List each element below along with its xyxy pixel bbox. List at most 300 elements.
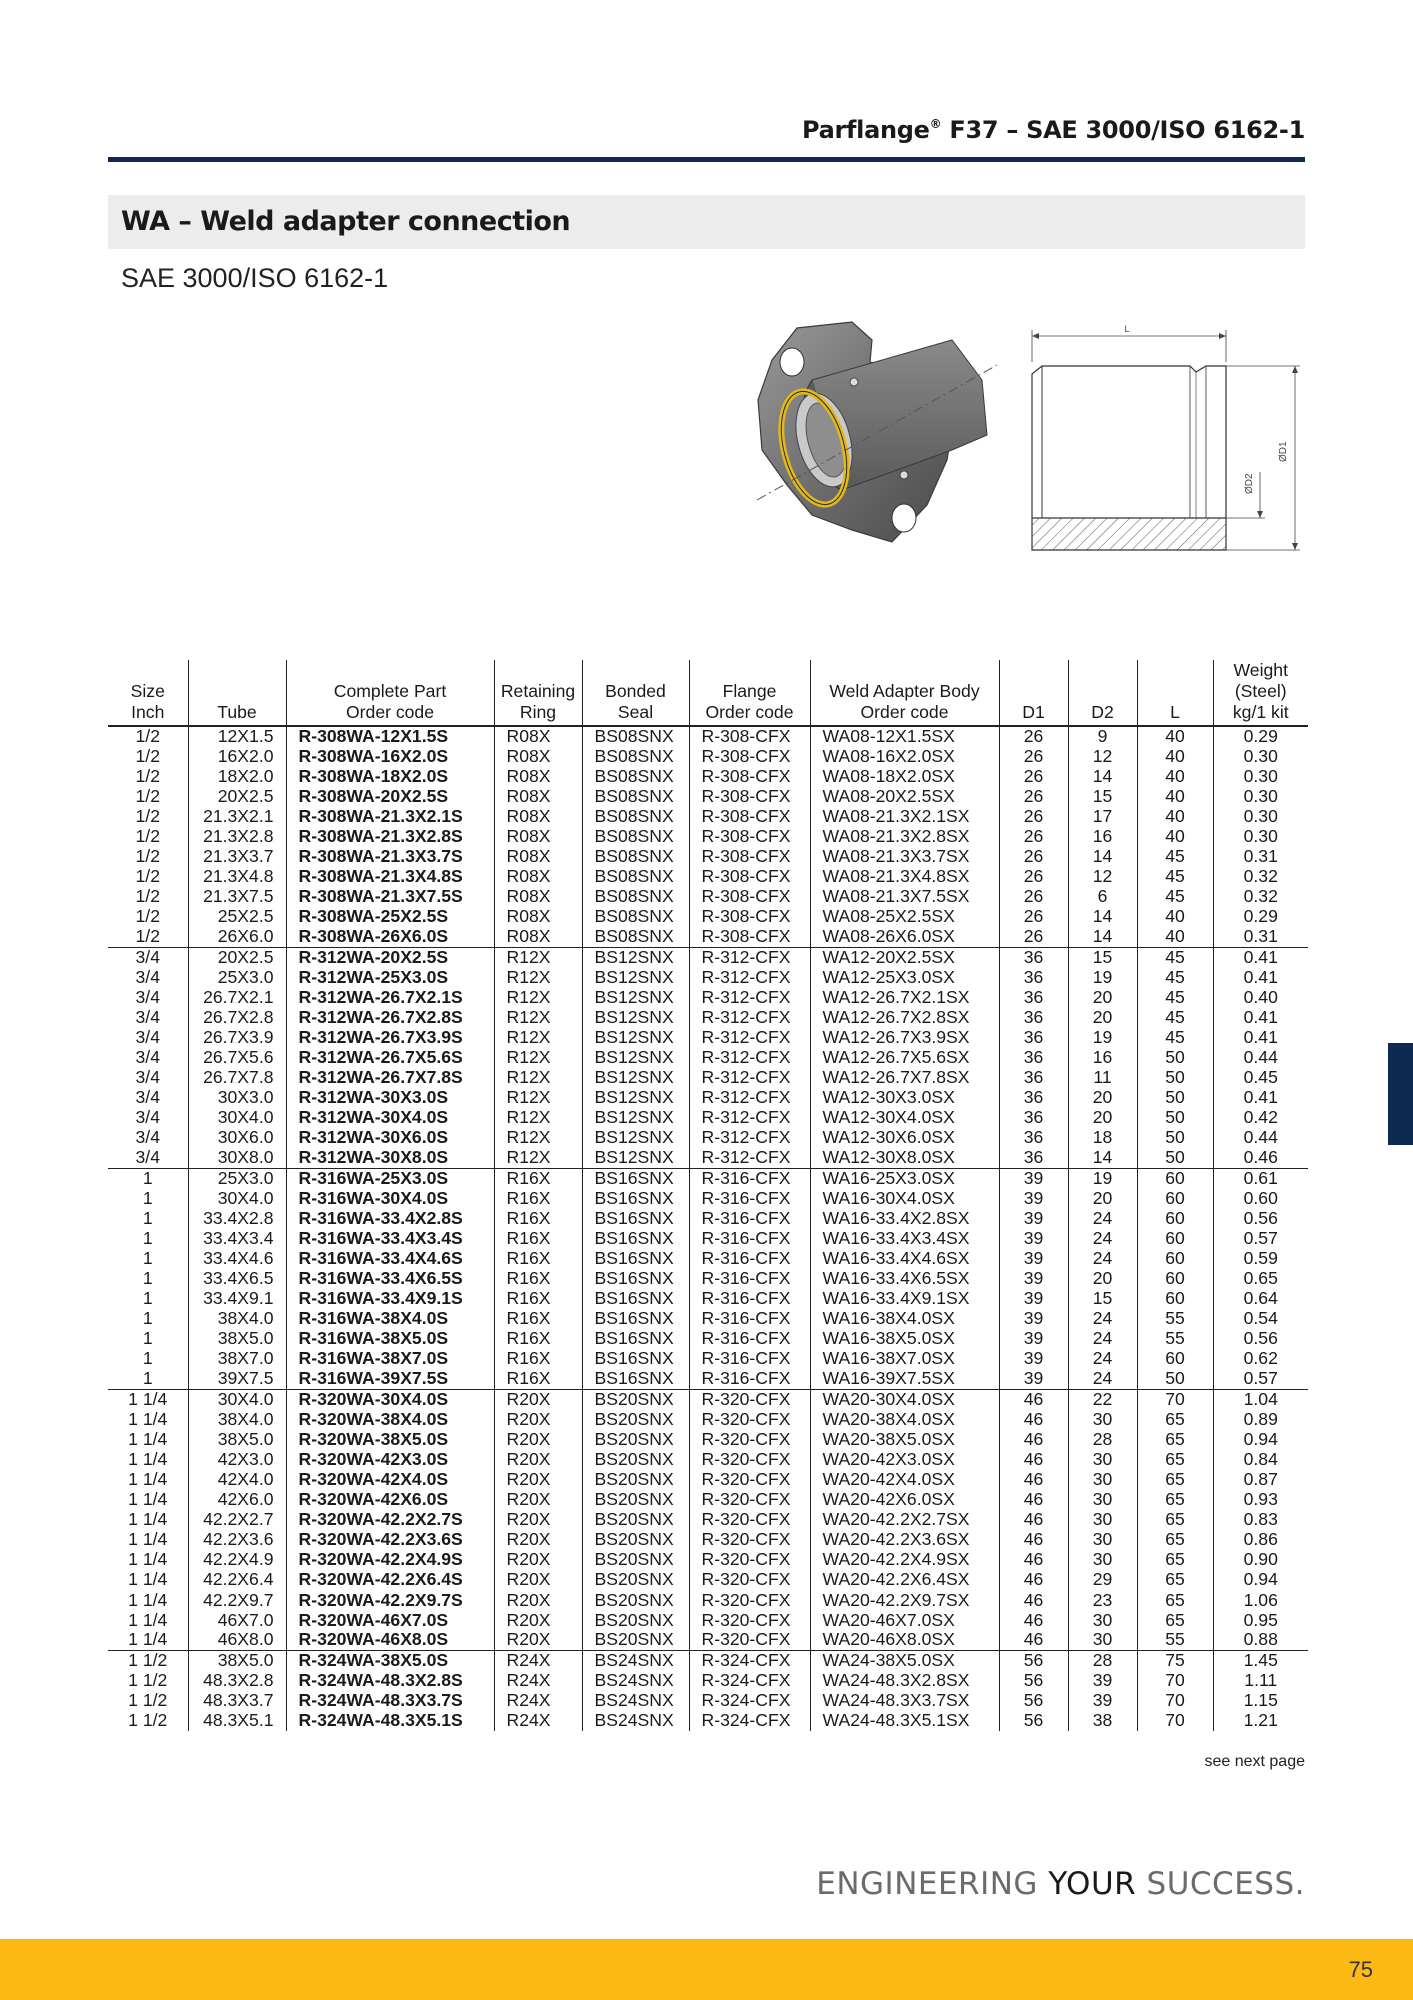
table-cell: 1 xyxy=(108,1168,188,1188)
table-cell: 70 xyxy=(1137,1691,1213,1711)
table-cell: R-308WA-21.3X2.8S xyxy=(286,826,494,846)
table-cell: R-320WA-38X5.0S xyxy=(286,1429,494,1449)
table-row xyxy=(108,1168,1308,1188)
table-cell: R-324WA-38X5.0S xyxy=(286,1650,494,1670)
table-cell: WA20-42X6.0SX xyxy=(810,1490,999,1510)
table-cell: 26 xyxy=(999,847,1068,867)
table-row xyxy=(108,1429,1308,1449)
table-cell: 50 xyxy=(1137,1369,1213,1389)
table-cell: 0.86 xyxy=(1213,1530,1308,1550)
table-cell: R-324WA-48.3X3.7S xyxy=(286,1691,494,1711)
table-cell: 30 xyxy=(1068,1469,1137,1489)
dimension-D1-label: ØD1 xyxy=(1278,441,1289,462)
table-cell: WA08-26X6.0SX xyxy=(810,927,999,947)
table-cell: R-308-CFX xyxy=(689,826,810,846)
column-header-text: Weld Adapter Body xyxy=(829,681,980,701)
table-cell: R08X xyxy=(494,726,582,746)
table-cell: 26 xyxy=(999,907,1068,927)
dimension-L-label: L xyxy=(1124,324,1130,334)
table-row xyxy=(108,1088,1308,1108)
table-cell: 26.7X7.8 xyxy=(188,1068,286,1088)
table-cell: 1/2 xyxy=(135,846,160,867)
table-cell: 38X5.0 xyxy=(188,1650,286,1670)
table-cell: 24 xyxy=(1068,1349,1137,1369)
table-cell: R08X xyxy=(494,847,582,867)
table-cell: 46X8.0 xyxy=(188,1630,286,1650)
table-cell: R-316WA-33.4X2.8S xyxy=(286,1208,494,1228)
table-row xyxy=(108,1329,1308,1349)
table-cell: BS16SNX xyxy=(582,1269,689,1289)
table-cell: 20 xyxy=(1068,1088,1137,1108)
section-heading: WA – Weld adapter connection xyxy=(121,206,571,237)
table-row xyxy=(108,1027,1308,1047)
table-cell: R-324WA-48.3X5.1S xyxy=(286,1711,494,1731)
table-cell: 24 xyxy=(1068,1248,1137,1268)
table-cell: R20X xyxy=(494,1610,582,1630)
table-cell: WA16-30X4.0SX xyxy=(810,1188,999,1208)
table-cell: 39 xyxy=(1068,1691,1137,1711)
table-cell: 65 xyxy=(1137,1490,1213,1510)
table-cell: R-316-CFX xyxy=(689,1349,810,1369)
table-cell: R-320WA-38X4.0S xyxy=(286,1409,494,1429)
table-cell: 30 xyxy=(1068,1610,1137,1630)
table-cell: R-316WA-33.4X9.1S xyxy=(286,1289,494,1309)
table-cell: R-312-CFX xyxy=(689,1128,810,1148)
table-cell: R-324WA-48.3X2.8S xyxy=(286,1670,494,1690)
table-cell: WA08-21.3X7.5SX xyxy=(810,887,999,907)
table-cell: R-316-CFX xyxy=(689,1248,810,1268)
table-cell: 6 xyxy=(1068,887,1137,907)
table-cell: R-308-CFX xyxy=(689,927,810,947)
table-cell: 60 xyxy=(1137,1269,1213,1289)
column-header-text xyxy=(1071,681,1135,702)
table-cell: R-320WA-42.2X9.7S xyxy=(286,1590,494,1610)
table-cell: R16X xyxy=(494,1289,582,1309)
table-cell: WA24-38X5.0SX xyxy=(810,1650,999,1670)
table-cell: 1 xyxy=(142,1368,153,1389)
table-cell: 1 1/4 xyxy=(128,1448,168,1469)
table-cell: 42.2X3.6 xyxy=(188,1530,286,1550)
table-cell: R-316WA-30X4.0S xyxy=(286,1188,494,1208)
table-cell: 0.44 xyxy=(1213,1128,1308,1148)
table-cell: R12X xyxy=(494,1068,582,1088)
table-cell: 46 xyxy=(999,1449,1068,1469)
table-cell: 42X6.0 xyxy=(188,1490,286,1510)
table-cell: 42X3.0 xyxy=(188,1449,286,1469)
table-body xyxy=(108,726,1308,1731)
column-header-text: Retaining xyxy=(500,681,576,701)
table-cell: 20 xyxy=(1068,1108,1137,1128)
table-cell: 18 xyxy=(1068,1128,1137,1148)
table-cell: WA12-26.7X2.8SX xyxy=(810,1007,999,1027)
table-cell: R12X xyxy=(494,947,582,967)
table-cell: R08X xyxy=(494,766,582,786)
table-cell: 50 xyxy=(1137,1068,1213,1088)
table-cell: 55 xyxy=(1137,1309,1213,1329)
table-row xyxy=(108,1228,1308,1248)
table-cell: 1.21 xyxy=(1213,1711,1308,1731)
table-cell: BS20SNX xyxy=(582,1630,689,1650)
table-cell: R-316-CFX xyxy=(689,1289,810,1309)
table-cell: 0.84 xyxy=(1213,1449,1308,1469)
table-cell: 21.3X4.8 xyxy=(188,867,286,887)
table-cell: 45 xyxy=(1137,867,1213,887)
table-cell: R-312-CFX xyxy=(689,1048,810,1068)
table-cell: 0.61 xyxy=(1213,1168,1308,1188)
table-cell: R-308WA-18X2.0S xyxy=(286,766,494,786)
table-cell: 0.41 xyxy=(1213,1007,1308,1027)
table-cell: 3/4 xyxy=(135,1107,160,1128)
table-cell: R20X xyxy=(494,1449,582,1469)
table-cell: BS20SNX xyxy=(582,1530,689,1550)
table-row xyxy=(108,927,1308,947)
table-cell: 38X7.0 xyxy=(188,1349,286,1369)
table-cell: R-320-CFX xyxy=(689,1630,810,1650)
table-cell: 60 xyxy=(1137,1188,1213,1208)
table-cell: 26.7X3.9 xyxy=(188,1027,286,1047)
table-cell: 40 xyxy=(1137,826,1213,846)
table-cell: 1/2 xyxy=(135,886,160,907)
table-row xyxy=(108,1590,1308,1610)
table-cell: WA12-26.7X7.8SX xyxy=(810,1068,999,1088)
table-cell: R-308-CFX xyxy=(689,746,810,766)
table-cell: R-312-CFX xyxy=(689,1108,810,1128)
table-cell: 0.94 xyxy=(1213,1429,1308,1449)
table-cell: R08X xyxy=(494,887,582,907)
table-cell: WA08-21.3X2.8SX xyxy=(810,826,999,846)
table-cell: R-312-CFX xyxy=(689,967,810,987)
table-cell: 19 xyxy=(1068,1027,1137,1047)
table-cell: 46 xyxy=(999,1570,1068,1590)
table-cell: R08X xyxy=(494,826,582,846)
table-cell: WA20-42.2X9.7SX xyxy=(810,1590,999,1610)
table-cell: R-312WA-30X8.0S xyxy=(286,1148,494,1168)
table-row xyxy=(108,867,1308,887)
table-row xyxy=(108,1670,1308,1690)
table-cell: 0.41 xyxy=(1213,1088,1308,1108)
table-cell: R-316WA-38X7.0S xyxy=(286,1349,494,1369)
table-cell: 28 xyxy=(1068,1650,1137,1670)
table-cell: BS20SNX xyxy=(582,1429,689,1449)
table-cell: R12X xyxy=(494,1027,582,1047)
table-row xyxy=(108,1449,1308,1469)
table-cell: 0.87 xyxy=(1213,1469,1308,1489)
table-cell: R16X xyxy=(494,1248,582,1268)
table-cell: 0.30 xyxy=(1213,766,1308,786)
table-cell: 1 1/4 xyxy=(128,1609,168,1630)
table-cell: 0.30 xyxy=(1213,746,1308,766)
table-cell: BS16SNX xyxy=(582,1329,689,1349)
table-cell: R12X xyxy=(494,1108,582,1128)
table-cell: R-312-CFX xyxy=(689,1088,810,1108)
table-cell: 0.29 xyxy=(1213,726,1308,746)
table-cell: R-316-CFX xyxy=(689,1329,810,1349)
table-cell: 1 1/4 xyxy=(128,1569,168,1590)
column-header-text: D1 xyxy=(1022,702,1045,722)
dimension-D2-label: ØD2 xyxy=(1244,473,1255,494)
table-row xyxy=(108,1349,1308,1369)
column-header xyxy=(999,660,1068,726)
table-cell: 26 xyxy=(999,887,1068,907)
table-cell: R-316-CFX xyxy=(689,1269,810,1289)
table-cell: R-308WA-21.3X4.8S xyxy=(286,867,494,887)
table-cell: BS12SNX xyxy=(582,1108,689,1128)
column-header-text: Seal xyxy=(617,702,654,722)
table-cell: R12X xyxy=(494,1128,582,1148)
table-cell: BS08SNX xyxy=(582,746,689,766)
table-cell: 1 1/2 xyxy=(128,1669,168,1690)
table-cell: 45 xyxy=(1137,847,1213,867)
tagline-part-2: YOUR xyxy=(1048,1866,1137,1902)
table-row xyxy=(108,1248,1308,1268)
table-cell: R-308-CFX xyxy=(689,786,810,806)
document-title xyxy=(802,116,1305,144)
table-cell: 14 xyxy=(1068,1148,1137,1168)
table-cell: 46 xyxy=(999,1610,1068,1630)
table-row xyxy=(108,1691,1308,1711)
table-row xyxy=(108,1711,1308,1731)
table-cell: R-316-CFX xyxy=(689,1309,810,1329)
table-cell: 1 1/4 xyxy=(128,1529,168,1550)
table-cell: 60 xyxy=(1137,1248,1213,1268)
table-cell: R12X xyxy=(494,1088,582,1108)
table-cell: R-308-CFX xyxy=(689,766,810,786)
table-cell: WA08-21.3X4.8SX xyxy=(810,867,999,887)
table-cell: 1.45 xyxy=(1213,1650,1308,1670)
table-cell: 26X6.0 xyxy=(188,927,286,947)
table-cell: R08X xyxy=(494,927,582,947)
table-cell: 3/4 xyxy=(135,1127,160,1148)
table-cell: 1/2 xyxy=(135,926,160,947)
table-cell: WA16-38X4.0SX xyxy=(810,1309,999,1329)
table-cell: 65 xyxy=(1137,1469,1213,1489)
table-cell: 46 xyxy=(999,1590,1068,1610)
column-header-text: Size xyxy=(130,681,165,701)
table-cell: 60 xyxy=(1137,1289,1213,1309)
table-cell: WA20-42X3.0SX xyxy=(810,1449,999,1469)
table-cell: R-316-CFX xyxy=(689,1228,810,1248)
column-header xyxy=(286,660,494,726)
table-cell: 16 xyxy=(1068,826,1137,846)
table-cell: 40 xyxy=(1137,907,1213,927)
table-cell: 36 xyxy=(999,967,1068,987)
column-header-text: Order code xyxy=(705,702,794,722)
table-cell: BS12SNX xyxy=(582,987,689,1007)
table-cell: 38X4.0 xyxy=(188,1409,286,1429)
table-cell: 1 xyxy=(142,1247,153,1268)
table-cell: R-320WA-42.2X3.6S xyxy=(286,1530,494,1550)
table-cell: BS12SNX xyxy=(582,1027,689,1047)
table-cell: R-312-CFX xyxy=(689,987,810,1007)
table-cell: 60 xyxy=(1137,1228,1213,1248)
table-cell: 18X2.0 xyxy=(188,766,286,786)
table-cell: 60 xyxy=(1137,1349,1213,1369)
table-cell: 25X2.5 xyxy=(188,907,286,927)
table-row xyxy=(108,1530,1308,1550)
table-cell: WA20-46X7.0SX xyxy=(810,1610,999,1630)
table-cell: 46X7.0 xyxy=(188,1610,286,1630)
table-row xyxy=(108,806,1308,826)
table-cell: R-320-CFX xyxy=(689,1490,810,1510)
table-cell: 1 1/4 xyxy=(128,1509,168,1530)
table-cell: 1 xyxy=(142,1288,153,1309)
table-cell: R24X xyxy=(494,1650,582,1670)
parts-table-container xyxy=(108,660,1308,1731)
table-cell: 24 xyxy=(1068,1369,1137,1389)
table-cell: R-308-CFX xyxy=(689,887,810,907)
table-cell: 30 xyxy=(1068,1490,1137,1510)
table-cell: 26.7X2.1 xyxy=(188,987,286,1007)
table-cell: 39 xyxy=(1068,1670,1137,1690)
table-cell: R-320-CFX xyxy=(689,1469,810,1489)
table-cell: BS24SNX xyxy=(582,1691,689,1711)
table-cell: 0.45 xyxy=(1213,1068,1308,1088)
table-cell: R-320WA-42.2X2.7S xyxy=(286,1510,494,1530)
table-cell: R-308WA-12X1.5S xyxy=(286,726,494,746)
table-cell: 30X4.0 xyxy=(188,1108,286,1128)
table-cell: R-320WA-42X3.0S xyxy=(286,1449,494,1469)
table-row xyxy=(108,826,1308,846)
table-cell: WA20-42X4.0SX xyxy=(810,1469,999,1489)
table-cell: WA12-26.7X2.1SX xyxy=(810,987,999,1007)
table-cell: 0.46 xyxy=(1213,1148,1308,1168)
table-cell: 20 xyxy=(1068,987,1137,1007)
table-row xyxy=(108,1068,1308,1088)
table-row xyxy=(108,1570,1308,1590)
table-cell: R-312WA-30X4.0S xyxy=(286,1108,494,1128)
table-cell: 40 xyxy=(1137,806,1213,826)
table-cell: R20X xyxy=(494,1550,582,1570)
table-cell: BS12SNX xyxy=(582,1128,689,1148)
table-cell: 46 xyxy=(999,1429,1068,1449)
see-next-page-note: see next page xyxy=(1204,1753,1305,1770)
table-cell: 39 xyxy=(999,1168,1068,1188)
table-cell: R20X xyxy=(494,1590,582,1610)
table-cell: R16X xyxy=(494,1168,582,1188)
table-cell: WA16-38X5.0SX xyxy=(810,1329,999,1349)
table-cell: R20X xyxy=(494,1530,582,1550)
table-cell: R12X xyxy=(494,1048,582,1068)
table-cell: R-320WA-30X4.0S xyxy=(286,1389,494,1409)
table-row xyxy=(108,786,1308,806)
table-row xyxy=(108,1188,1308,1208)
table-cell: BS12SNX xyxy=(582,947,689,967)
column-header-text xyxy=(1002,681,1066,702)
brand-tagline xyxy=(816,1866,1305,1902)
table-cell: 14 xyxy=(1068,927,1137,947)
column-header-text: D2 xyxy=(1091,702,1114,722)
column-header-text: Order code xyxy=(860,702,949,722)
table-cell: 1 1/4 xyxy=(108,1389,188,1409)
table-cell: 25X3.0 xyxy=(188,967,286,987)
table-cell: 1/2 xyxy=(135,745,160,766)
table-cell: 50 xyxy=(1137,1108,1213,1128)
table-cell: WA12-26.7X3.9SX xyxy=(810,1027,999,1047)
table-cell: R-308WA-16X2.0S xyxy=(286,746,494,766)
table-cell: WA16-33.4X2.8SX xyxy=(810,1208,999,1228)
table-cell: 36 xyxy=(999,947,1068,967)
table-cell: 56 xyxy=(999,1670,1068,1690)
table-cell: 3/4 xyxy=(135,1087,160,1108)
table-cell: 30 xyxy=(1068,1550,1137,1570)
table-cell: 3/4 xyxy=(135,1026,160,1047)
table-cell: 14 xyxy=(1068,766,1137,786)
table-cell: 1/2 xyxy=(135,805,160,826)
section-subtitle: SAE 3000/ISO 6162-1 xyxy=(121,263,389,293)
table-cell: 33.4X2.8 xyxy=(188,1208,286,1228)
column-header xyxy=(582,660,689,726)
table-cell: BS16SNX xyxy=(582,1168,689,1188)
table-cell: BS16SNX xyxy=(582,1309,689,1329)
table-cell: 33.4X4.6 xyxy=(188,1248,286,1268)
table-cell: 0.89 xyxy=(1213,1409,1308,1429)
table-row xyxy=(108,967,1308,987)
table-cell: BS08SNX xyxy=(582,806,689,826)
table-cell: 1.15 xyxy=(1213,1691,1308,1711)
table-cell: 55 xyxy=(1137,1630,1213,1650)
table-cell: 1 1/2 xyxy=(108,1650,188,1670)
table-cell: R-312WA-30X6.0S xyxy=(286,1128,494,1148)
table-row xyxy=(108,907,1308,927)
table-cell: R16X xyxy=(494,1349,582,1369)
column-header-text: Complete Part xyxy=(333,681,447,701)
table-cell: 42X4.0 xyxy=(188,1469,286,1489)
table-cell: 0.32 xyxy=(1213,887,1308,907)
table-cell: R-312WA-30X3.0S xyxy=(286,1088,494,1108)
table-cell: 1 1/4 xyxy=(128,1549,168,1570)
table-cell: BS20SNX xyxy=(582,1590,689,1610)
table-cell: R-308WA-20X2.5S xyxy=(286,786,494,806)
table-cell: R16X xyxy=(494,1309,582,1329)
table-cell: 46 xyxy=(999,1510,1068,1530)
table-cell: 20 xyxy=(1068,1188,1137,1208)
table-cell: R-312-CFX xyxy=(689,947,810,967)
table-cell: 0.93 xyxy=(1213,1490,1308,1510)
table-cell: 30 xyxy=(1068,1630,1137,1650)
table-cell: R-312-CFX xyxy=(689,1068,810,1088)
table-cell: 24 xyxy=(1068,1309,1137,1329)
table-cell: R20X xyxy=(494,1570,582,1590)
table-row xyxy=(108,1108,1308,1128)
table-cell: 30X8.0 xyxy=(188,1148,286,1168)
table-cell: R-320-CFX xyxy=(689,1389,810,1409)
table-cell: R-312WA-26.7X3.9S xyxy=(286,1027,494,1047)
table-cell: 36 xyxy=(999,1068,1068,1088)
table-cell: R-320-CFX xyxy=(689,1570,810,1590)
table-cell: WA12-25X3.0SX xyxy=(810,967,999,987)
table-cell: 39 xyxy=(999,1269,1068,1289)
table-cell: R-308-CFX xyxy=(689,867,810,887)
table-cell: WA08-18X2.0SX xyxy=(810,766,999,786)
table-cell: 20 xyxy=(1068,1269,1137,1289)
table-cell: 16 xyxy=(1068,1048,1137,1068)
table-cell: 48.3X3.7 xyxy=(188,1691,286,1711)
column-header-text: Inch xyxy=(131,702,165,722)
column-header-text: Tube xyxy=(217,702,257,722)
table-cell: 1 xyxy=(142,1308,153,1329)
table-cell: 30X3.0 xyxy=(188,1088,286,1108)
table-cell: 1 xyxy=(142,1187,153,1208)
table-cell: 30X4.0 xyxy=(188,1389,286,1409)
table-cell: 1 1/4 xyxy=(128,1489,168,1510)
table-cell: 0.42 xyxy=(1213,1108,1308,1128)
table-cell: R-308-CFX xyxy=(689,907,810,927)
table-cell: BS08SNX xyxy=(582,766,689,786)
table-cell: 45 xyxy=(1137,1027,1213,1047)
table-cell: R-324-CFX xyxy=(689,1691,810,1711)
table-cell: BS12SNX xyxy=(582,1048,689,1068)
column-header xyxy=(494,660,582,726)
